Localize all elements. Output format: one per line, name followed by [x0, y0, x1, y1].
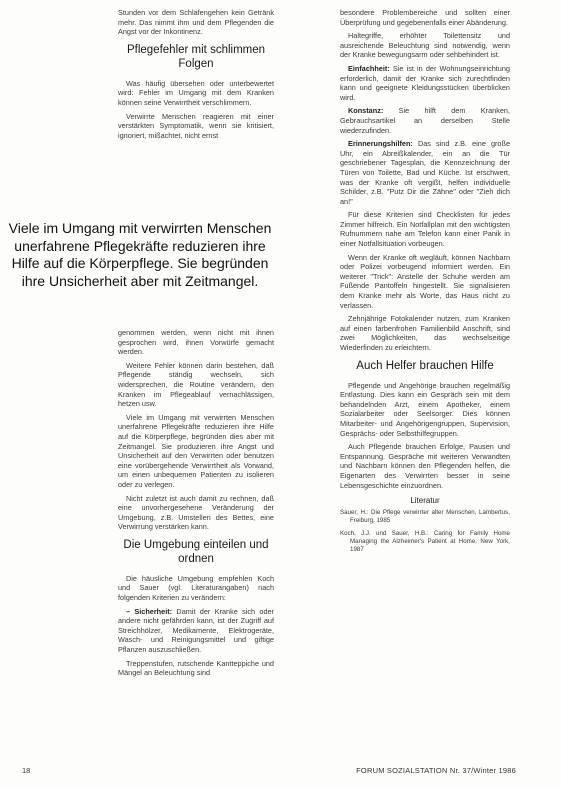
paragraph: Zehnjährige Fotokalender nutzen, zum Kranken auf einen farbenfrohen Familienbild Anschrift, sind zwei Möglichkeiten, das wechselseitige Wiederfinden zu erleichtern.	[340, 314, 510, 352]
column-left-top	[118, 8, 274, 144]
text-sicherheit: Damit der Kranke sich oder andere nicht gefährden kann, ist der Zugriff auf Streichhölzer, Medikamente, Elektrogeräte, Wasch- und Reinigungsmittel und giftige Pflanzen auszuschließen.	[118, 606, 274, 655]
label-konstanz: Konstanz:	[348, 106, 384, 116]
label-einfachheit: Einfachheit:	[348, 63, 390, 73]
publication-footer: FORUM SOZIALSTATION Nr. 37/Winter 1986	[356, 766, 516, 775]
paragraph: Nicht zuletzt ist auch damit zu rechnen, daß eine unvorhergesehene Veränderung der Umgebung, z.B. Umstellen des Bettes, eine Verwirrung verstärken kann.	[118, 493, 274, 532]
literature-entry: Sauer, H.: Die Pflege verwirrter alter Menschen, Lambertus, Freiburg, 1985	[340, 508, 510, 525]
paragraph: Verwirrte Menschen reagieren mit einer verstärkten Symptomatik, wenn sie kritisiert, ignoriert, mißachtet, nicht ernst	[118, 111, 274, 140]
paragraph: besondere Problembereiche und sollten einer Überprüfung und gegebenenfalls einer Abänderung.	[340, 8, 510, 27]
paragraph: Viele im Umgang mit verwirrten Menschen unerfahrene Pflegekräfte reduzieren ihre Hilfe auf die Körperpflege, begründen dies aber mit Zeitmangel. Sie produzieren ihre Angst und Unsicherheit auf den Verwirrten oder benutzen eine vorübergehende Verwirrtheit als Vorwand, um einen unbequemen Patienten zu isolieren oder zu verlegen.	[118, 412, 274, 489]
label-sicherheit: – Sicherheit:	[126, 606, 173, 616]
text-konstanz: Sie hilft dem Kranken, Gebrauchsartikel an derselben Stelle wiederzufinden.	[340, 106, 510, 135]
page-number: 18	[22, 766, 31, 775]
paragraph: Die häusliche Umgebung empfehlen Koch und Sauer (vgl. Literaturangaben) nach folgenden Kriterien zu verändern:	[118, 573, 274, 603]
paragraph: Weitere Fehler können darin bestehen, daß Pflegende ständig wechseln, sich widersprechen, die Routine verändern, den Kranken im Pflegeablauf vernachlässigen, hetzen usw.	[118, 360, 274, 409]
paragraph: Was häufig übersehen oder unterbewertet wird: Fehler im Umgang mit dem Kranken können seine Verwirrtheit verschlimmern.	[118, 78, 274, 107]
paragraph-erinnerung	[340, 139, 510, 206]
column-right	[340, 8, 510, 559]
pull-quote: Viele im Umgang mit verwirrten Menschen unerfahrene Pflegekräfte reduzieren ihre Hilfe auf die Körperpflege. Sie begründen ihre Unsicherheit aber mit Zeitmangel.	[6, 218, 274, 292]
paragraph: Für diese Kriterien sind Checklisten für jedes Zimmer hilfreich. Ein Notfallplan mit den wichtigsten Rufnummern nahe am Telefon kann einer Panik in einer Notfallsituation vorbeugen.	[340, 210, 510, 249]
paragraph: genommen werden, wenn nicht mit ihnen gesprochen wird, ihnen Vorwürfe gemacht werden.	[118, 328, 274, 357]
text-einfachheit: Sie ist in der Wohnungseinrichtung erforderlich, damit der Kranke sich zurechtfinden kann und geeignete Kleidungsstücken überblicken wird.	[340, 63, 510, 102]
literature-entry: Koch, J.J. und Sauer, H.B.: Caring for Family Home Managing the Alzheimer's Patient at Home, New York, 1987	[340, 529, 510, 554]
paragraph: Haltegriffe, erhöhter Toilettensitz und ausreichende Beleuchtung sind notwendig, wenn der Kranke bewegungsarm oder sehbehindert ist.	[340, 31, 510, 60]
heading-umgebung: Die Umgebung einteilen und ordnen	[123, 538, 269, 565]
paragraph-sicherheit	[118, 607, 274, 655]
paragraph: Wenn der Kranke oft wegläuft, können Nachbarn oder Polizei vorbeugend informiert werden. Ein weiterer "Trick": Anstelle der Schuhe werden am Fußende Pantoffeln hingestellt. Sie signalisieren dem Kranke mehr als Worte, das Haus nicht zu verlassen.	[340, 252, 510, 310]
paragraph-einfachheit	[340, 64, 510, 102]
label-erinnerung: Erinnerungshilfen:	[348, 139, 413, 149]
heading-pflegefehler: Pflegefehler mit schlimmen Folgen	[126, 43, 266, 70]
text-erinnerung: Das sind z.B. eine große Uhr, ein Abreißkalender, ein an die Tür geschriebener Tagesplan, die Kennzeichnung der Türen von Toilette, Bad und Küche. Ist erschwert, was der Kranke oft vergißt, helfen individuelle Schilder, z.B. "Putz Dir die Zähne" oder "Zieh dich an!"	[340, 139, 511, 206]
literature-title: Literatur	[410, 496, 440, 506]
heading-auch-helfer: Auch Helfer brauchen Hilfe	[356, 359, 494, 372]
paragraph: Auch Pflegende brauchen Erfolge, Pausen und Entspannung. Gespräche mit weiteren Verwandten und Nachbarn können den Pflegenden helfen, die Eigenarten des Verwirrten besser in seine Lebensgeschichte einzuordnen.	[340, 442, 510, 490]
paragraph-konstanz	[340, 106, 510, 135]
intro-paragraph: Stunden vor dem Schlafengehen kein Getränk mehr. Das nimmt ihm und dem Pflegenden die Angst vor der Inkontinenz.	[118, 8, 274, 37]
column-left-bottom	[118, 328, 274, 682]
paragraph: Treppenstufen, rutschende Kantteppiche und Mängel an Beleuchtung sind	[118, 658, 274, 678]
paragraph: Pflegende und Angehörige brauchen regelmäßig Entlastung. Dies kann ein Gespräch sein mit dem behandelnden Arzt, einem Apotheker, einem Sozialarbeiter oder Seelsorger. Dies können Mitarbeiter- und Angehörigengruppen, Supervision, Gesprächs- oder Selbsthilfegruppen.	[340, 380, 510, 438]
